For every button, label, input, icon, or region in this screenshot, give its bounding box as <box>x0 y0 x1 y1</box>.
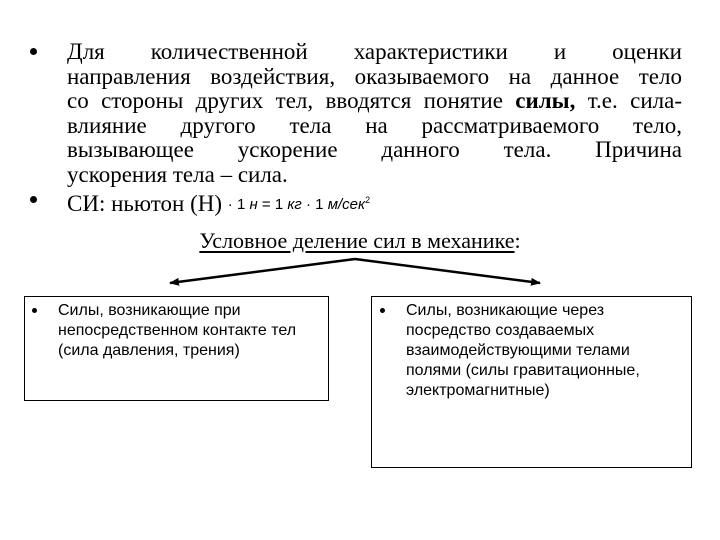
formula-exponent: 2 <box>365 195 371 205</box>
contact-forces-text: Силы, возникающие при непосредственном контакте тел (сила давления, трения) <box>58 302 297 359</box>
formula-number: 1 <box>274 196 284 213</box>
field-forces-box <box>371 296 692 468</box>
para-line: Для количественной характеристики и оценки <box>67 39 682 64</box>
formula-equals: = <box>261 196 271 213</box>
si-unit-text: СИ: ньютон (Н) <box>67 191 223 216</box>
formula-number: 1 <box>315 196 324 213</box>
field-forces-text: Силы, возникающие через посредство создаваемых взаимодействующими телами полями (силы гравитационные, электромагнитные) <box>406 302 640 399</box>
formula-unit-kg: кг <box>287 196 302 213</box>
para-text: со стороны других тел, вводятся понятие <box>67 88 516 113</box>
contact-forces-box <box>24 296 329 401</box>
para-line: направления воздействия, оказываемого на данное тело <box>67 63 682 89</box>
formula-number: 1 <box>236 196 246 213</box>
para-line: ускорения тела – сила. <box>67 161 288 187</box>
bullet-dot-icon <box>32 308 37 313</box>
formula-dot: · <box>227 196 233 213</box>
heading-text: Условное деление сил в механике <box>199 228 515 253</box>
formula-dot: · <box>306 196 311 213</box>
arrow-right-icon <box>355 259 540 283</box>
formula-unit-ms: м/сек <box>327 196 366 213</box>
para-line: вызывающее ускорение данного тела. Причина <box>67 137 682 162</box>
heading-colon: : <box>514 228 521 253</box>
formula-unit-newton: н <box>249 196 258 213</box>
para-text: т.е. сила- <box>575 88 682 113</box>
bullet-dot-icon <box>380 308 385 313</box>
force-term: силы, <box>515 88 576 113</box>
arrow-left-icon <box>170 259 355 283</box>
para-line: влияние другого тела на рассматриваемого тело, <box>67 112 682 138</box>
